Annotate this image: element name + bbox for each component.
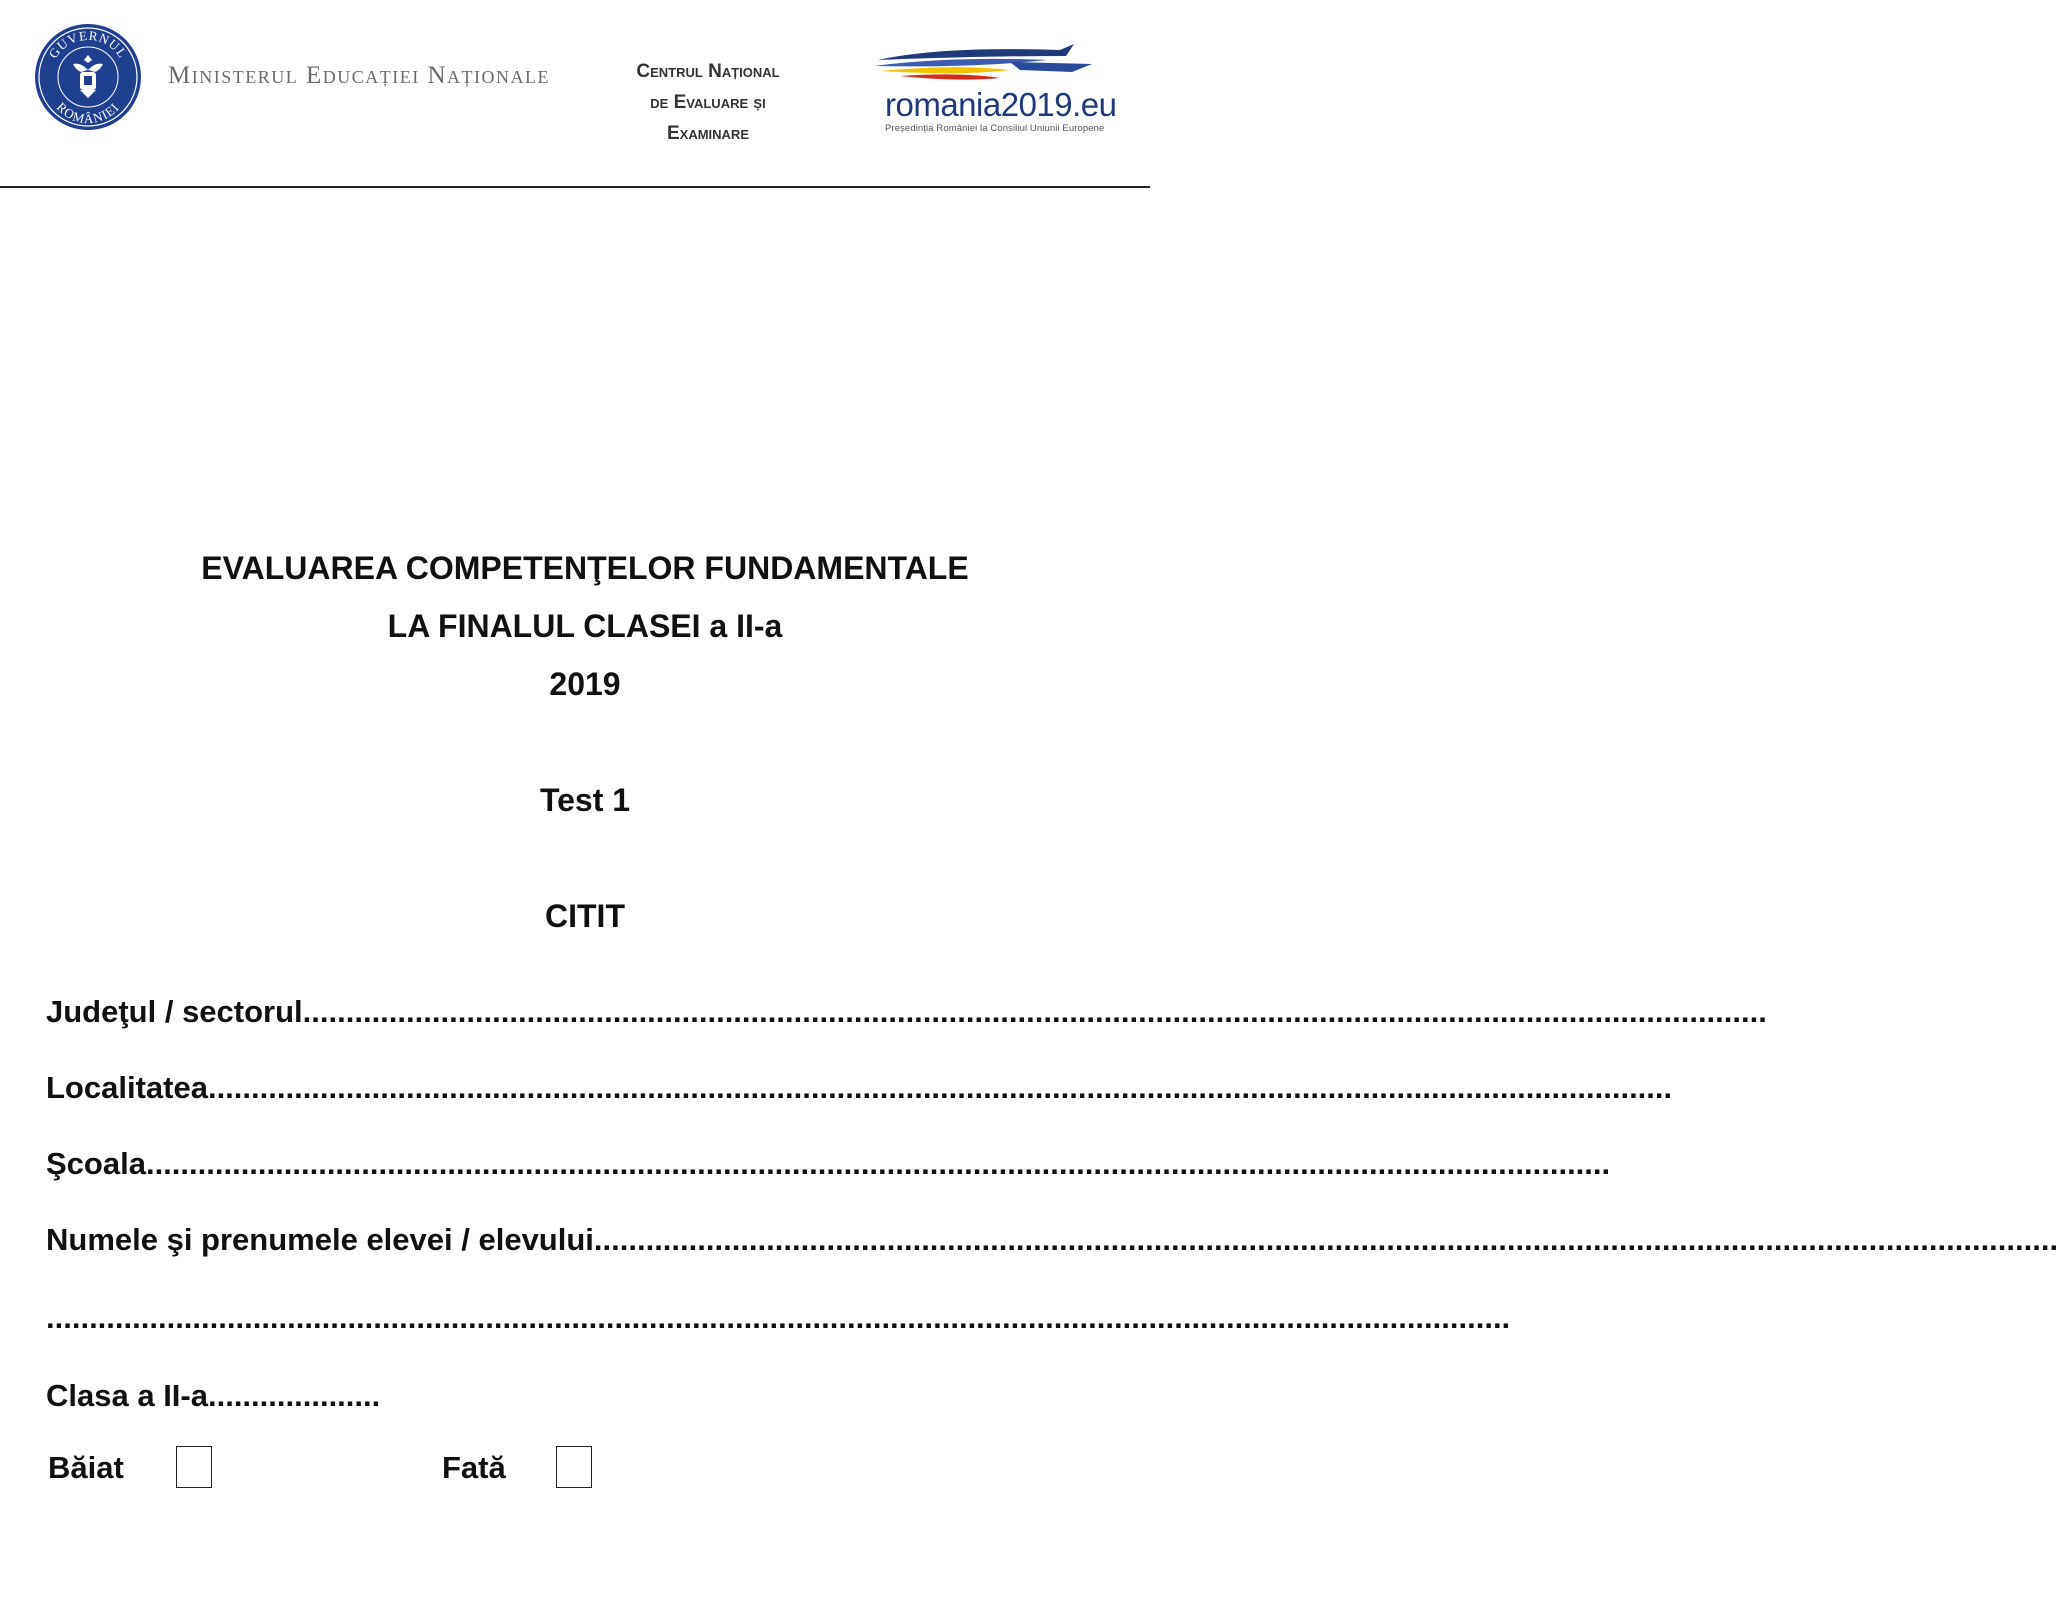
locality-label: Localitatea xyxy=(46,1070,208,1105)
boy-checkbox[interactable] xyxy=(176,1446,212,1488)
document-subtitle: LA FINALUL CLASEI a II-a xyxy=(387,608,783,644)
continuation-dotted-line[interactable]: .......................................................................................................................................................................... xyxy=(46,1300,1511,1335)
student-name-continuation-field[interactable] xyxy=(46,1296,1511,1336)
student-name-label: Numele şi prenumele elevei / elevului xyxy=(46,1222,594,1257)
class-label: Clasa a II-a xyxy=(46,1378,208,1413)
girl-checkbox[interactable] xyxy=(556,1446,592,1488)
school-dotted-line[interactable]: .......................................................................................................................................................................... xyxy=(145,1146,1611,1181)
cnee-line-3: Examinare xyxy=(666,123,749,144)
student-name-dotted-line[interactable]: .......................................................................................................................................................................... xyxy=(593,1222,2058,1257)
page-header xyxy=(0,0,1200,200)
subject-name: CITIT xyxy=(545,898,625,934)
class-field[interactable] xyxy=(46,1374,446,1414)
girl-label: Fată xyxy=(442,1450,506,1485)
school-field[interactable] xyxy=(46,1142,1611,1182)
romania2019-site: romania2019.eu xyxy=(885,86,1117,123)
school-label: Şcoala xyxy=(46,1146,146,1181)
county-dotted-line[interactable]: .......................................................................................................................................................................... xyxy=(302,994,1767,1029)
test-number: Test 1 xyxy=(539,782,631,818)
government-seal-logo xyxy=(33,22,143,132)
class-dotted-line[interactable]: .................... xyxy=(207,1378,381,1413)
county-label: Judeţul / sectorul xyxy=(46,994,303,1029)
document-year: 2019 xyxy=(549,666,621,702)
seal-top-text: GUVERNUL xyxy=(45,27,131,62)
county-field[interactable] xyxy=(46,990,1767,1030)
romania2019-subtitle: Președinția României la Consiliul Uniunii Europene xyxy=(885,123,1105,134)
locality-field[interactable] xyxy=(46,1066,1673,1106)
seal-bottom-text: ROMÂNIEI xyxy=(53,99,123,127)
ministry-name: Ministerul Educației Naționale xyxy=(168,62,550,89)
document-title: EVALUAREA COMPETENŢELOR FUNDAMENTALE xyxy=(201,550,969,586)
student-name-field[interactable] xyxy=(46,1218,2058,1258)
header-divider xyxy=(0,186,1150,188)
boy-label: Băiat xyxy=(48,1450,124,1485)
locality-dotted-line[interactable]: .......................................................................................................................................................................... xyxy=(207,1070,1673,1105)
cnee-name xyxy=(592,56,824,149)
cnee-line-1: Centrul Național xyxy=(636,61,780,82)
cnee-line-2: de Evaluare și xyxy=(650,92,766,113)
